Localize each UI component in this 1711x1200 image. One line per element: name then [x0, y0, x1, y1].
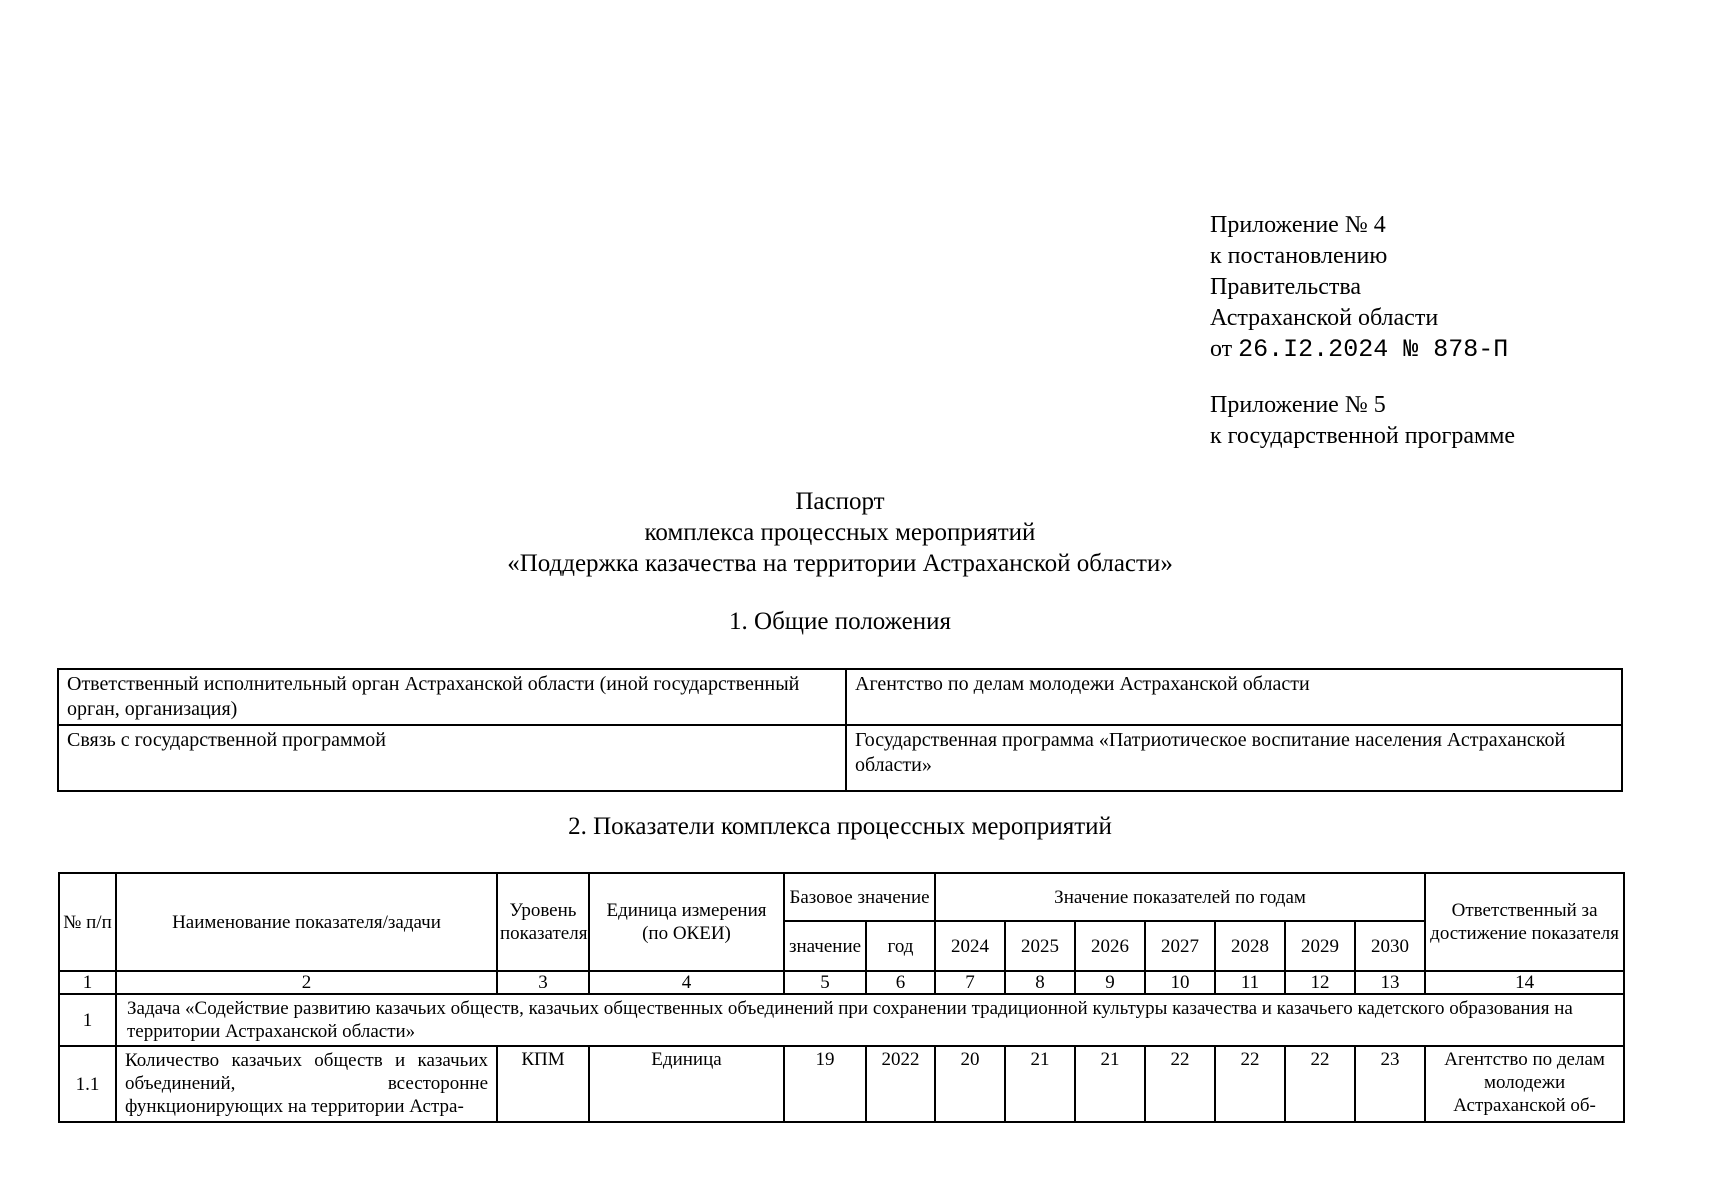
column-number: 6: [866, 971, 935, 994]
section-heading-indicators: 2. Показатели комплекса процессных мероприятий: [568, 813, 1112, 840]
indicator-unit: Единица: [589, 1046, 784, 1122]
task-text: Задача «Содействие развитию казачьих обществ, казачьих общественных объединений при сохранении традиционной культуры казачества и казачьего кадетского образования на территории Астраханской области»: [116, 994, 1624, 1046]
indicator-level: КПМ: [497, 1046, 589, 1122]
header-year: 2025: [1005, 921, 1075, 971]
header-base-year: год: [866, 921, 935, 971]
general-provisions-table: [57, 668, 1623, 792]
column-number: 11: [1215, 971, 1285, 994]
base-value: 19: [784, 1046, 866, 1122]
indicator-name: Количество казачьих обществ и казачьих объединений, всесторонне функционирующих на территории Астра-: [116, 1046, 497, 1122]
column-number: 10: [1145, 971, 1215, 994]
header-responsible: Ответственный за достижение показателя: [1425, 873, 1624, 971]
task-number: 1: [59, 994, 116, 1046]
column-number: 4: [589, 971, 784, 994]
year-value: 22: [1215, 1046, 1285, 1122]
appendix-line: Правительства: [1210, 274, 1362, 300]
header-year: 2030: [1355, 921, 1425, 971]
header-years-group: Значение показателей по годам: [935, 873, 1425, 921]
column-number: 9: [1075, 971, 1145, 994]
column-number: 7: [935, 971, 1005, 994]
year-value: 22: [1145, 1046, 1215, 1122]
responsible-party: Агентство по делам молодежи Астраханской об-: [1425, 1046, 1624, 1122]
title-line: Паспорт: [795, 488, 885, 515]
year-value: 23: [1355, 1046, 1425, 1122]
column-number: 13: [1355, 971, 1425, 994]
task-row: [59, 994, 1624, 1046]
appendix-date-line: [1210, 334, 1515, 365]
appendix-line: Приложение № 4: [1210, 212, 1386, 238]
header-year: 2024: [935, 921, 1005, 971]
column-number: 8: [1005, 971, 1075, 994]
column-number: 3: [497, 971, 589, 994]
date-prefix: от: [1210, 336, 1233, 362]
provision-key: Связь с государственной программой: [58, 725, 846, 791]
appendix-note: [1210, 210, 1515, 452]
header-year: 2029: [1285, 921, 1355, 971]
provision-value: Государственная программа «Патриотическое воспитание населения Астраханской области»: [846, 725, 1622, 791]
title-line: «Поддержка казачества на территории Астраханской области»: [507, 550, 1173, 577]
appendix-line: к постановлению: [1210, 243, 1388, 269]
header-name: Наименование показателя/задачи: [116, 873, 497, 971]
date-and-number: 26.I2.2024 № 878-П: [1238, 335, 1509, 364]
year-value: 22: [1285, 1046, 1355, 1122]
provision-value: Агентство по делам молодежи Астраханской области: [846, 669, 1622, 725]
header-level: Уровень показателя: [497, 873, 589, 971]
document-title: [0, 486, 1680, 579]
header-year: 2026: [1075, 921, 1145, 971]
header-year: 2028: [1215, 921, 1285, 971]
year-value: 20: [935, 1046, 1005, 1122]
appendix-line: Приложение № 5: [1210, 392, 1386, 418]
provision-key: Ответственный исполнительный орган Астраханской области (иной государственный орган, организация): [58, 669, 846, 725]
year-value: 21: [1075, 1046, 1145, 1122]
table-row: [58, 725, 1622, 791]
title-line: комплекса процессных мероприятий: [644, 519, 1036, 546]
header-unit: Единица измерения (по ОКЕИ): [589, 873, 784, 971]
column-number-row: [59, 971, 1624, 994]
header-num: № п/п: [59, 873, 116, 971]
column-number: 1: [59, 971, 116, 994]
table-row: [58, 669, 1622, 725]
column-number: 14: [1425, 971, 1624, 994]
table-row: [59, 1046, 1624, 1122]
column-number: 2: [116, 971, 497, 994]
column-number: 12: [1285, 971, 1355, 994]
header-row: [59, 873, 1624, 921]
appendix-line: к государственной программе: [1210, 423, 1516, 449]
column-number: 5: [784, 971, 866, 994]
year-value: 21: [1005, 1046, 1075, 1122]
row-number: 1.1: [59, 1046, 116, 1122]
section-heading-general: 1. Общие положения: [729, 608, 951, 635]
header-base: Базовое значение: [784, 873, 935, 921]
base-year: 2022: [866, 1046, 935, 1122]
header-year: 2027: [1145, 921, 1215, 971]
header-base-value: значение: [784, 921, 866, 971]
indicators-table: [58, 872, 1625, 1123]
appendix-line: Астраханской области: [1210, 305, 1439, 331]
